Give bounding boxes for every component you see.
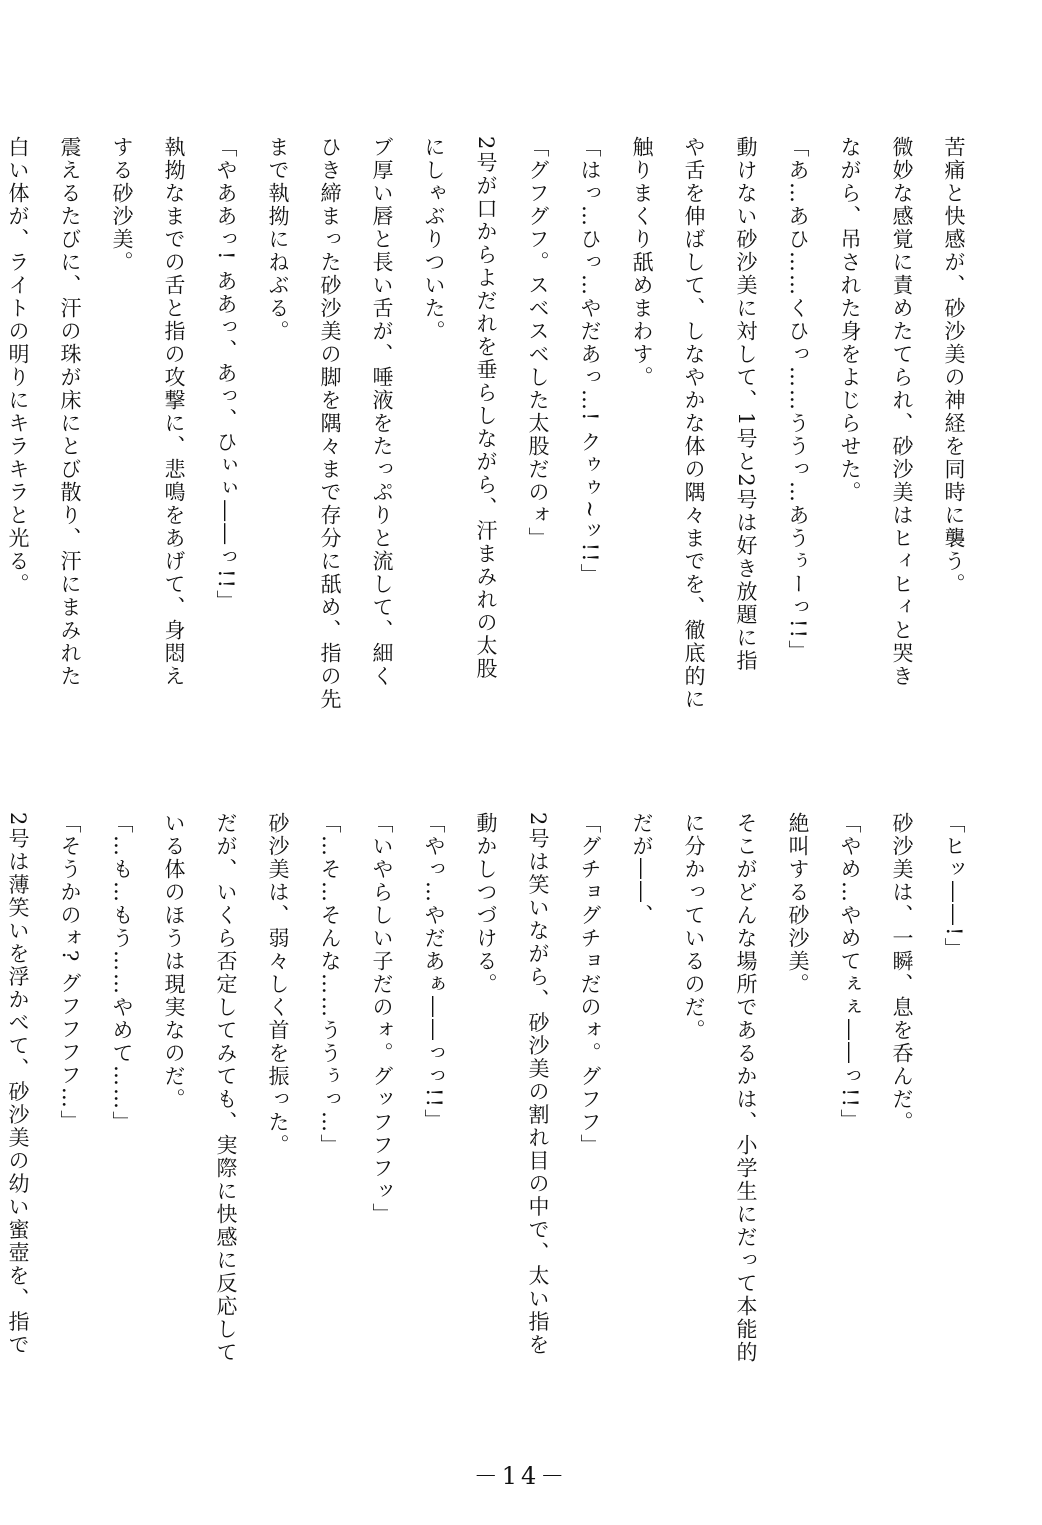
text-line: 執拗なまでの舌と指の攻撃に、悲鳴をあげて、身悶え	[162, 136, 186, 688]
text-line: 2号は笑いながら、砂沙美の割れ目の中で、太い指を	[526, 812, 550, 1357]
text-line: 2号は薄笑いを浮かべて、砂沙美の幼い蜜壺を、指で	[6, 812, 30, 1357]
text-line: する砂沙美。	[110, 136, 134, 274]
text-line: に分かっているのだ。	[682, 812, 706, 1042]
text-line: や舌を伸ばして、しなやかな体の隅々までを、徹底的に	[682, 136, 706, 711]
text-line: 白い体が、ライトの明りにキラキラと光る。	[6, 136, 30, 596]
text-line: にしゃぶりついた。	[422, 136, 446, 343]
text-line: ひき締まった砂沙美の脚を隅々まで存分に舐め、指の先	[318, 136, 342, 711]
text-line: 「…も…もう……やめて……」	[110, 812, 134, 1134]
text-line: 「はっ…ひっ…やだあっ…! クゥゥ~ッ!!」	[578, 136, 602, 587]
text-block-bottom	[6, 812, 980, 1432]
text-line: 「グチョグチョだのォ。グフフ」	[578, 812, 602, 1157]
text-line: いる体のほうは現実なのだ。	[162, 812, 186, 1111]
text-line: 触りまくり舐めまわす。	[630, 136, 654, 389]
text-line: 震えるたびに、汗の珠が床にとび散り、汗にまみれた	[58, 136, 82, 688]
text-line: ブ厚い唇と長い舌が、唾液をたっぷりと流して、細く	[370, 136, 394, 688]
text-line: 砂沙美は、弱々しく首を振った。	[266, 812, 290, 1157]
text-line: 「グフグフ。スベスベした太股だのォ」	[526, 136, 550, 550]
text-block-top	[6, 136, 980, 756]
text-line: 動かしつづける。	[474, 812, 498, 996]
text-line: 苦痛と快感が、砂沙美の神経を同時に襲う。	[942, 136, 966, 596]
text-line: まで執拗にねぶる。	[266, 136, 290, 343]
text-line: 微妙な感覚に責めたてられ、砂沙美はヒィヒィと哭き	[890, 136, 914, 688]
text-line: 動けない砂沙美に対して、1号と2号は好き放題に指	[734, 136, 758, 673]
text-line: 「やっ…やだあぁ――っっ!!」	[422, 812, 446, 1132]
text-line: だが――、	[630, 812, 654, 927]
text-line: 「いやらしい子だのォ。グッフフフッ」	[370, 812, 394, 1226]
text-line: 「やめ…やめてぇぇ――っ!!」	[838, 812, 862, 1132]
text-line: 砂沙美は、一瞬、息を呑んだ。	[890, 812, 914, 1134]
text-line: だが、いくら否定してみても、実際に快感に反応して	[214, 812, 238, 1364]
text-line: 「あ…あひ……くひっ……ううっ…あうぅーっ!!」	[786, 136, 810, 663]
text-line: 「そうかのォ? グフフフフ…」	[58, 812, 82, 1133]
text-line: 2号が口からよだれを垂らしながら、汗まみれの太股	[474, 136, 498, 681]
text-line: 「やああっ! ああっ、あっ、ひぃぃ――っ!!」	[214, 136, 238, 613]
page-number: －14－	[473, 1462, 569, 1490]
text-line: ながら、吊された身をよじらせた。	[838, 136, 862, 504]
text-line: 「…そ…そんな……ううぅっ…」	[318, 812, 342, 1157]
text-line: 絶叫する砂沙美。	[786, 812, 810, 996]
text-line: そこがどんな場所であるかは、小学生にだって本能的	[734, 812, 758, 1364]
text-line: 「ヒッ――!」	[942, 812, 966, 961]
